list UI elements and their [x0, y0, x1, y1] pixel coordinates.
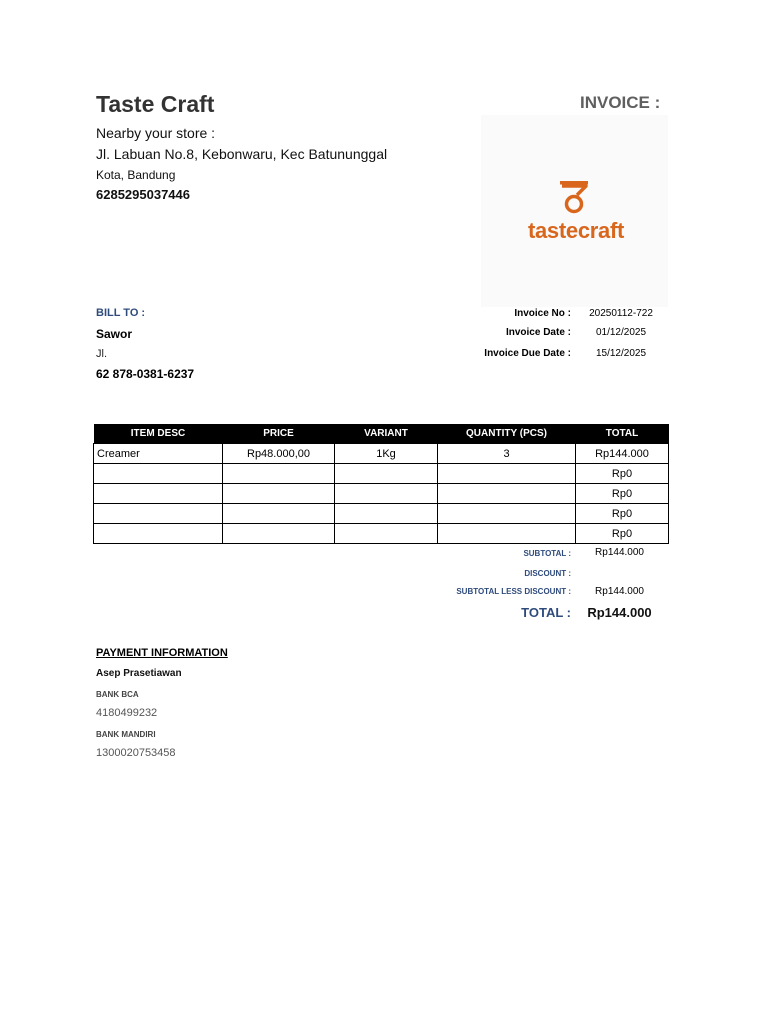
header-quantity: QUANTITY (PCS): [438, 424, 576, 444]
items-table: [93, 424, 669, 544]
bank-bca-account: 4180499232: [96, 707, 158, 719]
cell-price: [223, 464, 335, 484]
cell-item-desc: Creamer: [94, 444, 223, 464]
total-label: TOTAL :: [521, 605, 571, 620]
bank-mandiri-label: BANK MANDIRI: [96, 730, 156, 739]
cell-total: Rp0: [576, 464, 669, 484]
discount-label: DISCOUNT :: [524, 569, 571, 578]
cell-item-desc: [94, 484, 223, 504]
header-variant: VARIANT: [335, 424, 438, 444]
logo-text: tastecraft: [527, 218, 625, 243]
cell-variant: [335, 524, 438, 544]
cell-item-desc: [94, 464, 223, 484]
table-header-row: [94, 424, 669, 444]
cell-quantity: [438, 464, 576, 484]
bill-to-phone: 62 878-0381-6237: [96, 367, 195, 381]
invoice-date-label: Invoice Date :: [505, 327, 571, 338]
cell-variant: [335, 504, 438, 524]
invoice-no-label: Invoice No :: [514, 308, 571, 319]
cell-item-desc: [94, 524, 223, 544]
cell-quantity: [438, 524, 576, 544]
subtotal-label: SUBTOTAL :: [523, 549, 571, 558]
header-item-desc: ITEM DESC: [94, 424, 223, 444]
bill-to-name: Sawor: [96, 327, 133, 341]
cell-variant: [335, 484, 438, 504]
invoice-date-value: 01/12/2025: [595, 327, 647, 338]
cell-price: [223, 484, 335, 504]
header-price: PRICE: [223, 424, 335, 444]
payment-account-name: Asep Prasetiawan: [96, 668, 182, 679]
table-row: [94, 464, 669, 484]
company-name: Taste Craft: [96, 91, 215, 117]
cell-total: Rp0: [576, 484, 669, 504]
cell-total: Rp0: [576, 524, 669, 544]
tastecraft-logo-mark-icon: [558, 181, 590, 215]
subtotal-less-discount-label: SUBTOTAL LESS DISCOUNT :: [456, 587, 571, 596]
invoice-heading: INVOICE :: [580, 93, 661, 112]
store-phone: 6285295037446: [96, 187, 190, 202]
table-row: [94, 444, 669, 464]
invoice-due-date-value: 15/12/2025: [595, 348, 647, 359]
subtotal-less-discount-value: Rp144.000: [595, 586, 644, 597]
header-total: TOTAL: [576, 424, 669, 444]
cell-price: [223, 504, 335, 524]
cell-quantity: [438, 484, 576, 504]
bill-to-address: Jl.: [96, 348, 107, 360]
cell-price: Rp48.000,00: [223, 444, 335, 464]
cell-total: Rp144.000: [576, 444, 669, 464]
bank-bca-label: BANK BCA: [96, 690, 139, 699]
cell-variant: [335, 464, 438, 484]
cell-item-desc: [94, 504, 223, 524]
table-row: [94, 524, 669, 544]
bill-to-label: BILL TO :: [96, 307, 146, 319]
cell-quantity: 3: [438, 444, 576, 464]
store-label: Nearby your store :: [96, 125, 216, 141]
invoice-no-value: 20250112-722: [589, 308, 653, 319]
payment-information-heading: PAYMENT INFORMATION: [96, 647, 228, 659]
cell-total: Rp0: [576, 504, 669, 524]
subtotal-value: Rp144.000: [595, 547, 644, 558]
table-row: [94, 484, 669, 504]
table-row: [94, 504, 669, 524]
cell-variant: 1Kg: [335, 444, 438, 464]
store-city: Kota, Bandung: [96, 168, 176, 182]
store-street: Jl. Labuan No.8, Kebonwaru, Kec Batununggal: [96, 146, 388, 162]
cell-quantity: [438, 504, 576, 524]
company-logo: [481, 115, 668, 307]
total-value: Rp144.000: [587, 605, 652, 620]
invoice-due-date-label: Invoice Due Date :: [484, 348, 571, 359]
cell-price: [223, 524, 335, 544]
bank-mandiri-account: 1300020753458: [96, 747, 176, 759]
